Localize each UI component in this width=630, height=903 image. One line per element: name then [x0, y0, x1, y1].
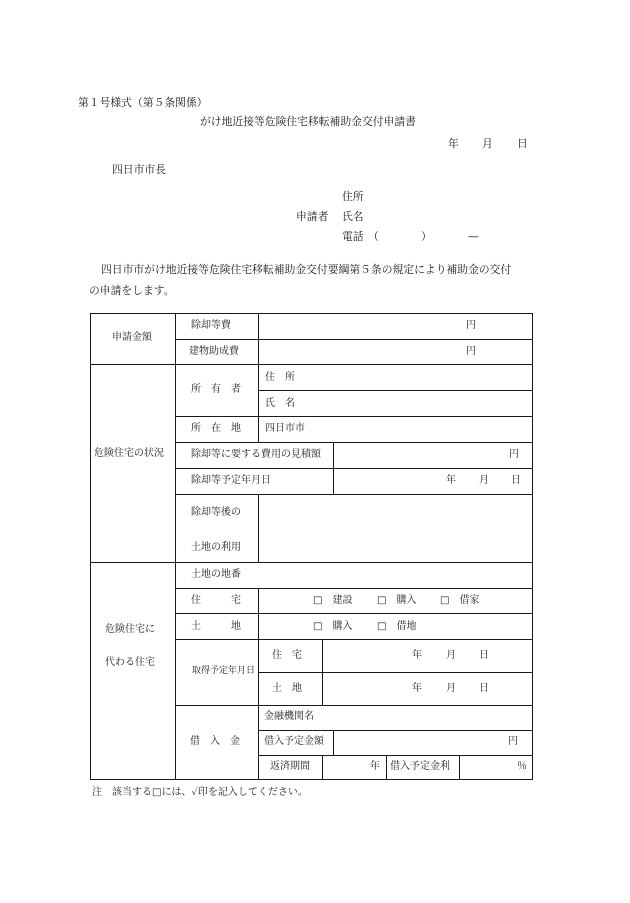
planned-date-day: 日	[511, 475, 521, 486]
land-use-label-line1: 除却等後の	[191, 507, 241, 518]
phone-open-paren: （	[368, 230, 379, 243]
planned-date-label: 除却等予定年月日	[191, 475, 271, 486]
applicant-label: 申請者	[296, 210, 329, 223]
land-type-label: 土 地	[191, 621, 241, 632]
form-title: がけ地近接等危険住宅移転補助金交付申請書	[200, 115, 416, 128]
loan-label: 借 入 金	[190, 736, 240, 747]
house-option-build[interactable]: □ 建設	[313, 595, 353, 606]
acq-house-month: 月	[446, 650, 456, 661]
dangerous-house-label: 危険住宅の状況	[94, 448, 164, 459]
header-date-month: 月	[482, 137, 493, 150]
loan-amount-label: 借入予定金額	[264, 736, 324, 747]
footnote: 注 該当する□には、✓印を記入してください。	[92, 787, 308, 798]
bank-name-label: 金融機関名	[264, 711, 314, 722]
land-option-purchase[interactable]: □ 購入	[313, 621, 353, 632]
location-value: 四日市市	[265, 423, 305, 434]
estimate-label: 除却等に要する費用の見積額	[191, 449, 321, 460]
building-subsidy-label: 建物助成費	[189, 346, 239, 357]
interest-rate-unit: ％	[517, 761, 527, 772]
acq-house-year: 年	[412, 650, 422, 661]
owner-address-label: 住 所	[265, 372, 295, 383]
owner-name-label: 氏 名	[265, 398, 295, 409]
header-date-day: 日	[517, 137, 528, 150]
repayment-period-label: 返済期間	[270, 761, 310, 772]
estimate-unit: 円	[509, 449, 519, 460]
loan-amount-unit: 円	[508, 736, 518, 747]
header-date-year: 年	[448, 137, 459, 150]
land-option-lease[interactable]: □ 借地	[377, 621, 417, 632]
phone-dash: —	[468, 230, 479, 243]
repayment-period-unit: 年	[370, 761, 380, 772]
acq-land-label: 土 地	[272, 683, 302, 694]
interest-rate-label: 借入予定金利	[390, 761, 450, 772]
acq-land-day: 日	[479, 683, 489, 694]
owner-label: 所 有 者	[191, 384, 241, 395]
acq-house-day: 日	[479, 650, 489, 661]
body-text-line2: の申請をします。	[89, 284, 175, 297]
applicant-name-label: 氏名	[342, 210, 364, 223]
house-option-rent[interactable]: □ 借家	[440, 595, 480, 606]
acq-land-month: 月	[446, 683, 456, 694]
acquisition-date-label: 取得予定年月日	[192, 666, 256, 676]
requested-amount-label: 申請金額	[112, 332, 152, 343]
lot-number-label: 土地の地番	[191, 569, 241, 580]
demolition-cost-label: 除却等費	[191, 320, 231, 331]
planned-date-month: 月	[479, 475, 489, 486]
house-option-purchase[interactable]: □ 購入	[377, 595, 417, 606]
replacement-house-label-line1: 危険住宅に	[105, 624, 155, 635]
applicant-phone-label: 電話	[342, 230, 364, 243]
building-subsidy-unit: 円	[466, 346, 476, 357]
acq-land-year: 年	[412, 683, 422, 694]
house-type-label: 住 宅	[191, 595, 241, 606]
phone-close-paren: ）	[421, 230, 432, 243]
acq-house-label: 住 宅	[272, 650, 302, 661]
replacement-house-label-line2: 代わる住宅	[105, 657, 155, 668]
form-number: 第１号様式（第５条関係）	[78, 96, 208, 109]
body-text-line1: 四日市市がけ地近接等危険住宅移転補助金交付要綱第５条の規定により補助金の交付	[101, 263, 512, 276]
planned-date-year: 年	[446, 475, 456, 486]
land-use-label-line2: 土地の利用	[191, 542, 241, 553]
demolition-cost-unit: 円	[466, 320, 476, 331]
addressee: 四日市市長	[112, 163, 166, 176]
location-label: 所 在 地	[191, 423, 241, 434]
applicant-address-label: 住所	[342, 190, 364, 203]
